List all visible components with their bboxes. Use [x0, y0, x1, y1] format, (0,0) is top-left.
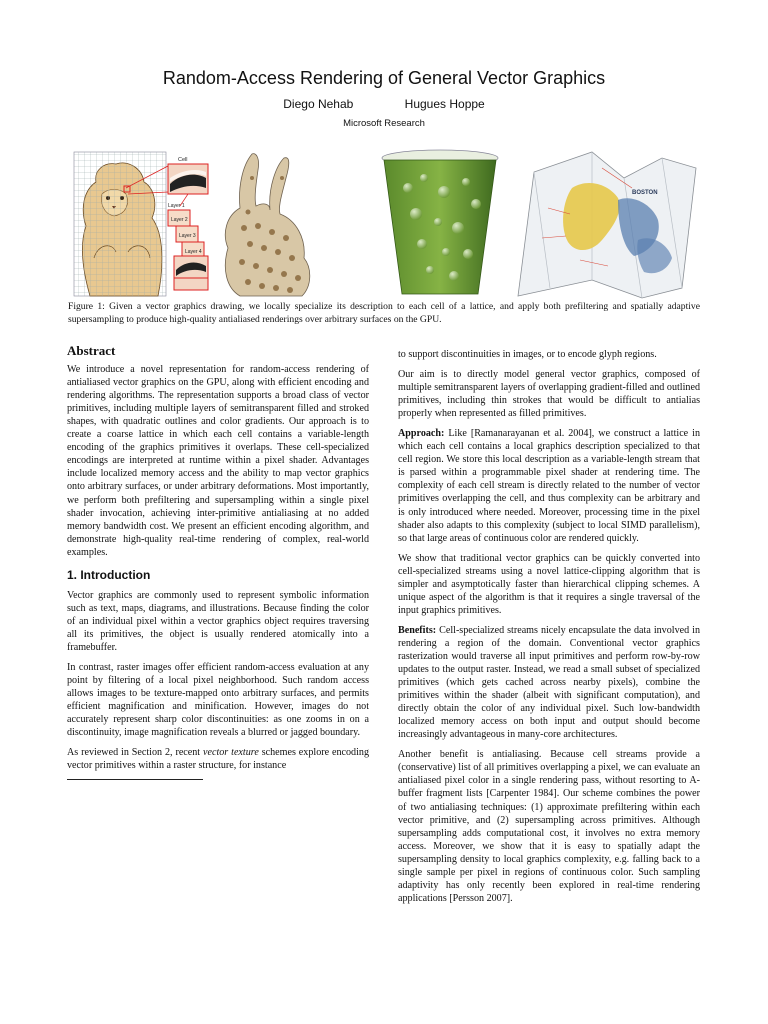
lion-lattice-panel	[74, 152, 166, 296]
layer-4-label: Layer 4	[185, 249, 202, 255]
author-name: Diego Nehab	[283, 97, 354, 111]
layer-1-label: Layer 1	[168, 203, 185, 209]
intro-paragraph: Vector graphics are commonly used to represent symbolic information such as text, maps, diagrams, and illustrations. Because finding the color of an individual pixel within a vector graphics object requires traversing all its primitives, the object is usually rendered atomically into a framebuffer.	[67, 589, 369, 653]
intro-paragraph: As reviewed in Section 2, recent vector texture schemes explore encoding vector primitives within a raster structure, for instance	[67, 747, 369, 772]
textured-bunny-panel	[225, 154, 309, 296]
intro-heading: 1. Introduction	[67, 567, 151, 582]
abstract-text: We introduce a novel representation for random-access rendering of antialiased vector graphics on the GPU, along with efficient encoding and rendering algorithms. The representation supports a broad class of vector primitives, including multiple layers of semitransparent filled and stroked shapes, with quadratic outlines and color gradients. Our approach is to create a coarse lattice in which each cell contains a variable-length encoding of the graphics primitives it overlaps. These cell-specialized encodings are interpreted at runtime within a pixel shader. Advantages include localized memory access and the ability to map vector graphics onto arbitrary surfaces, or under arbitrary deformations. Most importantly, we perform both prefiltering and supersampling within a single pixel shader invocation, achieving inter-primitive antialiasing at no added memory bandwidth cost. We present an efficient encoding algorithm, and demonstrate high-quality real-time rendering of complex, real-world examples.	[67, 364, 369, 558]
abstract-heading: Abstract	[67, 343, 116, 358]
approach-paragraph: Approach: Like [Ramanarayanan et al. 2004], we construct a lattice in which each cell contains a local graphics description specialized to that cell region. We store this local description as a variable-length stream that is parsed within a programmable pixel shader at rendering time. The complexity of each cell stream is directly related to the number of vector primitives overlapping the cell, and thus complexity can be arbitrary and is only introduced where needed. Moreover, processing time in the pixel shader also adapts to this complexity (subject to local SIMD parallelism), so that large areas of continuous color are rendered quickly.	[398, 428, 700, 544]
body-paragraph: Our aim is to directly model general vector graphics, composed of multiple semitransparent layers of overlapping gradient-filled and outlined primitives, including thin strokes that would be difficult to antialias properly when represented as filled primitives.	[398, 369, 700, 420]
green-cup-panel	[382, 150, 498, 294]
author-list	[0, 97, 768, 111]
benefits-label: Benefits:	[398, 624, 437, 636]
affiliation: Microsoft Research	[343, 118, 425, 129]
map-city-label: BOSTON	[632, 190, 658, 196]
paper-title: Random-Access Rendering of General Vector Graphics	[162, 68, 606, 88]
cell-label: Cell	[178, 157, 188, 163]
layer-3-label: Layer 3	[179, 233, 196, 239]
intro-paragraph: In contrast, raster images offer efficient random-access evaluation at any point by filtering of a local pixel neighborhood. Such random access allows images to be texture-mapped onto arbitrary surfaces, and permits efficient magnification and minification. However, images do not accurately represent sharp color discontinuities: as one zooms in on a discontinuity, image magnification reveals a blurred or jagged boundary.	[67, 662, 369, 739]
body-paragraph: to support discontinuities in images, or to encode glyph regions.	[398, 349, 657, 360]
folded-map-panel	[518, 152, 696, 298]
body-paragraph: We show that traditional vector graphics can be quickly converted into cell-specialized streams using a novel lattice-clipping algorithm that is simpler and asymptotically faster than hierarchical clipping schemes. A unique aspect of the algorithm is that it requires a single traversal of the input graphics primitives.	[398, 552, 700, 616]
benefits-paragraph: Benefits: Cell-specialized streams nicely encapsulate the data involved in rendering a region of the domain. Conventional vector graphics rasterization would traverse all input primitives and perform row-by-row updates to the output raster. Instead, we read a small subset of specialized primitives (which gets cached across nearby pixels), combine the primitives within the shader (albeit with significant computation), and directly obtain the color of any individual pixel. Such low-bandwidth localized memory access on both input and output should become increasingly advantageous in many-core architectures.	[398, 624, 700, 741]
teaser-figure	[72, 148, 698, 300]
author-name: Hugues Hoppe	[404, 97, 485, 111]
approach-label: Approach:	[398, 428, 445, 440]
layer-2-label: Layer 2	[171, 217, 188, 223]
figure-caption: Figure 1: Given a vector graphics drawing, we locally specialize its description to each cell of a lattice, and apply both prefiltering and spatially adaptive supersampling to produce high-quality antialiased renderings over arbitrary surfaces on the GPU.	[68, 301, 700, 325]
footnote-rule	[67, 779, 203, 780]
right-column	[398, 348, 700, 912]
emphasis-vector-texture: vector texture	[203, 747, 259, 759]
body-paragraph: Another benefit is antialiasing. Because cell streams provide a (conservative) list of all primitives overlapping a pixel, we can evaluate an antialiased pixel color in a single rendering pass, without resorting to A-buffer fragment lists [Carpenter 1984]. Our scheme combines the power of two antialiasing techniques: (1) approximate prefiltering within each vector primitive, and (2) supersampling across primitives. Although supersampling adds computational cost, it involves no extra memory access. Moreover, we show that it is easy to spatially adapt the supersampling density to local graphics complexity, e.g. falling back to a single sample per pixel in regions of continuous color. Such sampling adaptivity has only recently been explored in real-time rendering applications [Persson 2007].	[398, 749, 700, 904]
left-column	[67, 344, 369, 780]
